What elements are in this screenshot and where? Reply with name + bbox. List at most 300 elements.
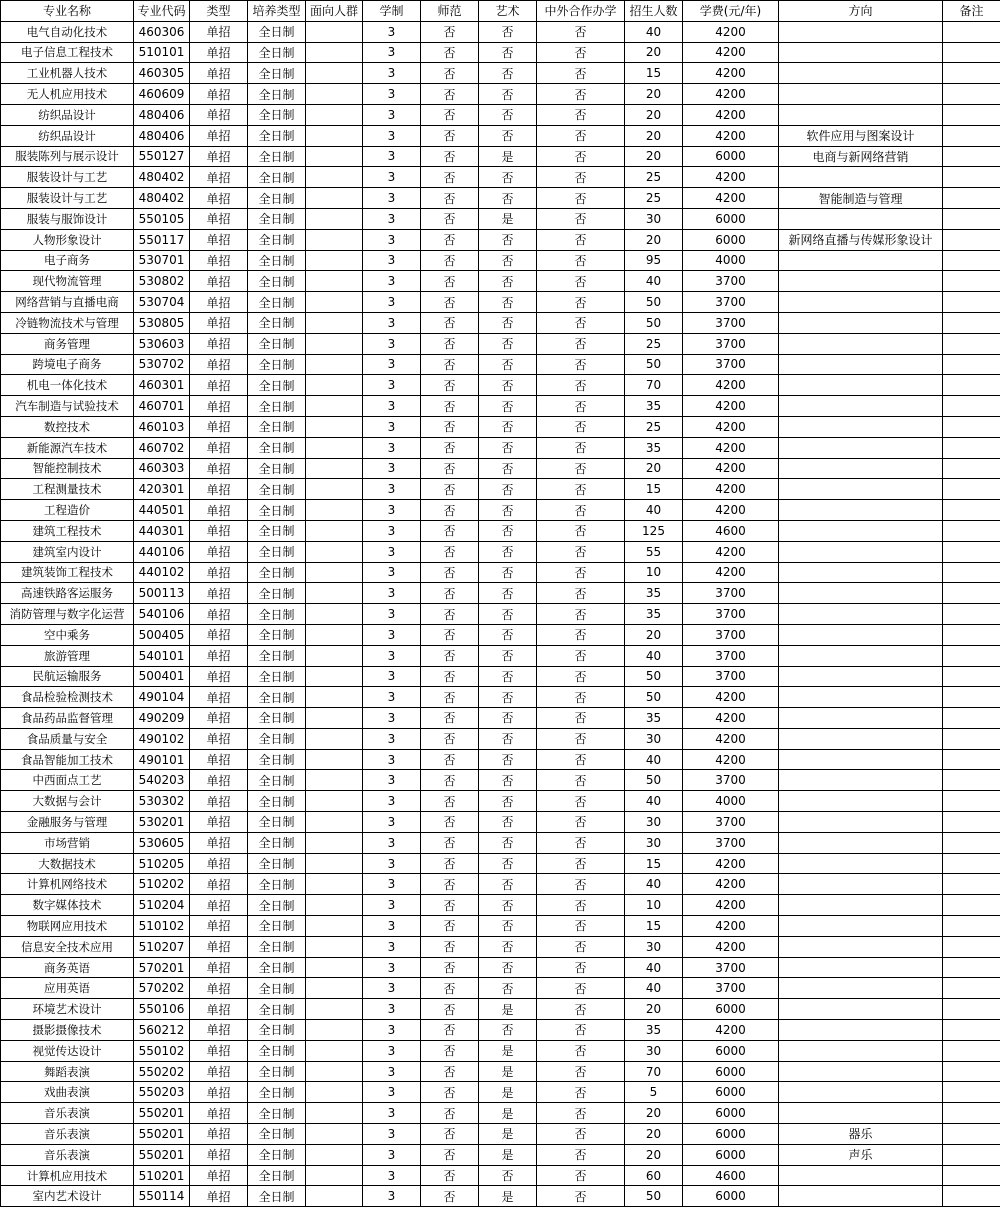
cell-target-group xyxy=(306,1186,363,1207)
cell-tuition: 6000 xyxy=(683,208,779,229)
cell-remarks xyxy=(943,312,1000,333)
cell-tuition: 4200 xyxy=(683,84,779,105)
cell-tuition: 4200 xyxy=(683,749,779,770)
cell-major-code: 530805 xyxy=(134,312,190,333)
cell-remarks xyxy=(943,749,1000,770)
table-row xyxy=(1,188,1000,209)
cell-duration: 3 xyxy=(363,333,421,354)
cell-type: 单招 xyxy=(190,1040,248,1061)
cell-major-code: 550114 xyxy=(134,1186,190,1207)
cell-major-name: 冷链物流技术与管理 xyxy=(1,312,134,333)
cell-teacher-training: 否 xyxy=(421,333,479,354)
cell-teacher-training: 否 xyxy=(421,271,479,292)
table-row xyxy=(1,520,1000,541)
cell-teacher-training: 否 xyxy=(421,396,479,417)
cell-type: 单招 xyxy=(190,999,248,1020)
cell-art: 否 xyxy=(479,333,537,354)
cell-target-group xyxy=(306,604,363,625)
cell-type: 单招 xyxy=(190,604,248,625)
cell-tuition: 4000 xyxy=(683,791,779,812)
cell-type: 单招 xyxy=(190,1124,248,1145)
cell-target-group xyxy=(306,728,363,749)
cell-sino-foreign: 否 xyxy=(537,125,625,146)
table-row xyxy=(1,42,1000,63)
cell-remarks xyxy=(943,479,1000,500)
cell-major-code: 570201 xyxy=(134,957,190,978)
cell-remarks xyxy=(943,167,1000,188)
cell-study-mode: 全日制 xyxy=(248,416,306,437)
cell-major-name: 音乐表演 xyxy=(1,1144,134,1165)
cell-direction xyxy=(779,832,943,853)
cell-sino-foreign: 否 xyxy=(537,312,625,333)
cell-tuition: 6000 xyxy=(683,229,779,250)
cell-target-group xyxy=(306,500,363,521)
cell-direction: 新网络直播与传媒形象设计 xyxy=(779,229,943,250)
column-header-duration: 学制 xyxy=(363,1,421,22)
cell-duration: 3 xyxy=(363,895,421,916)
table-row xyxy=(1,125,1000,146)
cell-enrollment: 25 xyxy=(625,167,683,188)
cell-tuition: 3700 xyxy=(683,832,779,853)
cell-major-name: 食品质量与安全 xyxy=(1,728,134,749)
table-row xyxy=(1,708,1000,729)
cell-art: 否 xyxy=(479,458,537,479)
cell-major-name: 跨境电子商务 xyxy=(1,354,134,375)
cell-tuition: 6000 xyxy=(683,146,779,167)
table-row xyxy=(1,500,1000,521)
cell-sino-foreign: 否 xyxy=(537,624,625,645)
cell-study-mode: 全日制 xyxy=(248,895,306,916)
cell-study-mode: 全日制 xyxy=(248,1165,306,1186)
cell-major-code: 490209 xyxy=(134,708,190,729)
cell-direction xyxy=(779,500,943,521)
table-row xyxy=(1,874,1000,895)
column-header-remarks: 备注 xyxy=(943,1,1000,22)
cell-enrollment: 15 xyxy=(625,916,683,937)
cell-type: 单招 xyxy=(190,770,248,791)
cell-major-code: 530201 xyxy=(134,812,190,833)
cell-direction xyxy=(779,812,943,833)
cell-major-name: 服装陈列与展示设计 xyxy=(1,146,134,167)
cell-target-group xyxy=(306,188,363,209)
cell-major-code: 540101 xyxy=(134,645,190,666)
cell-sino-foreign: 否 xyxy=(537,1124,625,1145)
cell-target-group xyxy=(306,1082,363,1103)
cell-sino-foreign: 否 xyxy=(537,479,625,500)
cell-duration: 3 xyxy=(363,624,421,645)
cell-direction xyxy=(779,853,943,874)
cell-enrollment: 35 xyxy=(625,437,683,458)
cell-teacher-training: 否 xyxy=(421,520,479,541)
cell-remarks xyxy=(943,520,1000,541)
cell-direction xyxy=(779,936,943,957)
cell-study-mode: 全日制 xyxy=(248,167,306,188)
cell-study-mode: 全日制 xyxy=(248,791,306,812)
cell-enrollment: 35 xyxy=(625,1020,683,1041)
cell-duration: 3 xyxy=(363,1144,421,1165)
cell-study-mode: 全日制 xyxy=(248,978,306,999)
cell-type: 单招 xyxy=(190,312,248,333)
cell-study-mode: 全日制 xyxy=(248,853,306,874)
cell-art: 否 xyxy=(479,396,537,417)
cell-target-group xyxy=(306,125,363,146)
cell-duration: 3 xyxy=(363,853,421,874)
cell-major-name: 舞蹈表演 xyxy=(1,1061,134,1082)
cell-enrollment: 20 xyxy=(625,624,683,645)
cell-enrollment: 30 xyxy=(625,936,683,957)
cell-art: 否 xyxy=(479,520,537,541)
cell-major-name: 戏曲表演 xyxy=(1,1082,134,1103)
cell-sino-foreign: 否 xyxy=(537,728,625,749)
cell-direction xyxy=(779,208,943,229)
cell-enrollment: 20 xyxy=(625,84,683,105)
cell-major-name: 空中乘务 xyxy=(1,624,134,645)
cell-study-mode: 全日制 xyxy=(248,520,306,541)
cell-tuition: 6000 xyxy=(683,999,779,1020)
table-row xyxy=(1,770,1000,791)
table-row xyxy=(1,853,1000,874)
cell-remarks xyxy=(943,208,1000,229)
cell-type: 单招 xyxy=(190,957,248,978)
cell-remarks xyxy=(943,645,1000,666)
cell-teacher-training: 否 xyxy=(421,125,479,146)
cell-study-mode: 全日制 xyxy=(248,916,306,937)
cell-remarks xyxy=(943,1124,1000,1145)
cell-major-name: 食品智能加工技术 xyxy=(1,749,134,770)
cell-target-group xyxy=(306,624,363,645)
cell-remarks xyxy=(943,999,1000,1020)
cell-tuition: 4200 xyxy=(683,541,779,562)
cell-type: 单招 xyxy=(190,271,248,292)
cell-duration: 3 xyxy=(363,541,421,562)
cell-tuition: 4200 xyxy=(683,167,779,188)
cell-teacher-training: 否 xyxy=(421,812,479,833)
cell-study-mode: 全日制 xyxy=(248,125,306,146)
cell-type: 单招 xyxy=(190,1103,248,1124)
cell-remarks xyxy=(943,1020,1000,1041)
table-row xyxy=(1,916,1000,937)
cell-teacher-training: 否 xyxy=(421,874,479,895)
cell-teacher-training: 否 xyxy=(421,957,479,978)
cell-major-name: 电子商务 xyxy=(1,250,134,271)
cell-tuition: 4200 xyxy=(683,416,779,437)
cell-teacher-training: 否 xyxy=(421,1103,479,1124)
cell-major-name: 食品药品监督管理 xyxy=(1,708,134,729)
cell-enrollment: 15 xyxy=(625,853,683,874)
cell-major-code: 550201 xyxy=(134,1103,190,1124)
cell-major-code: 510204 xyxy=(134,895,190,916)
cell-tuition: 4200 xyxy=(683,728,779,749)
cell-direction xyxy=(779,1020,943,1041)
cell-sino-foreign: 否 xyxy=(537,541,625,562)
cell-sino-foreign: 否 xyxy=(537,104,625,125)
cell-major-code: 550117 xyxy=(134,229,190,250)
table-row xyxy=(1,666,1000,687)
table-row xyxy=(1,458,1000,479)
cell-duration: 3 xyxy=(363,354,421,375)
cell-tuition: 4200 xyxy=(683,1020,779,1041)
cell-direction xyxy=(779,84,943,105)
cell-sino-foreign: 否 xyxy=(537,1061,625,1082)
table-row xyxy=(1,104,1000,125)
column-header-major-name: 专业名称 xyxy=(1,1,134,22)
cell-remarks xyxy=(943,292,1000,313)
cell-direction xyxy=(779,479,943,500)
cell-direction xyxy=(779,1040,943,1061)
cell-art: 否 xyxy=(479,21,537,42)
cell-teacher-training: 否 xyxy=(421,1061,479,1082)
cell-art: 否 xyxy=(479,292,537,313)
cell-sino-foreign: 否 xyxy=(537,708,625,729)
cell-direction xyxy=(779,728,943,749)
table-row xyxy=(1,791,1000,812)
cell-study-mode: 全日制 xyxy=(248,1082,306,1103)
cell-direction xyxy=(779,604,943,625)
cell-sino-foreign: 否 xyxy=(537,146,625,167)
cell-major-code: 530704 xyxy=(134,292,190,313)
cell-teacher-training: 否 xyxy=(421,708,479,729)
cell-direction xyxy=(779,520,943,541)
cell-target-group xyxy=(306,84,363,105)
cell-study-mode: 全日制 xyxy=(248,375,306,396)
cell-study-mode: 全日制 xyxy=(248,21,306,42)
cell-duration: 3 xyxy=(363,770,421,791)
cell-duration: 3 xyxy=(363,1020,421,1041)
cell-enrollment: 20 xyxy=(625,146,683,167)
cell-duration: 3 xyxy=(363,832,421,853)
cell-type: 单招 xyxy=(190,978,248,999)
cell-duration: 3 xyxy=(363,84,421,105)
cell-type: 单招 xyxy=(190,250,248,271)
cell-teacher-training: 否 xyxy=(421,1020,479,1041)
cell-art: 否 xyxy=(479,437,537,458)
cell-major-name: 电子信息工程技术 xyxy=(1,42,134,63)
table-row xyxy=(1,146,1000,167)
cell-tuition: 4200 xyxy=(683,104,779,125)
cell-study-mode: 全日制 xyxy=(248,541,306,562)
cell-enrollment: 30 xyxy=(625,208,683,229)
cell-direction xyxy=(779,312,943,333)
cell-remarks xyxy=(943,562,1000,583)
table-row xyxy=(1,292,1000,313)
cell-tuition: 4200 xyxy=(683,188,779,209)
cell-remarks xyxy=(943,895,1000,916)
cell-tuition: 4200 xyxy=(683,687,779,708)
cell-duration: 3 xyxy=(363,375,421,396)
cell-study-mode: 全日制 xyxy=(248,708,306,729)
cell-enrollment: 125 xyxy=(625,520,683,541)
cell-enrollment: 20 xyxy=(625,1103,683,1124)
cell-sino-foreign: 否 xyxy=(537,416,625,437)
cell-target-group xyxy=(306,562,363,583)
cell-art: 是 xyxy=(479,208,537,229)
cell-art: 否 xyxy=(479,604,537,625)
cell-major-code: 510202 xyxy=(134,874,190,895)
cell-major-code: 500405 xyxy=(134,624,190,645)
table-row xyxy=(1,1165,1000,1186)
cell-tuition: 6000 xyxy=(683,1144,779,1165)
cell-major-name: 网络营销与直播电商 xyxy=(1,292,134,313)
cell-tuition: 3700 xyxy=(683,645,779,666)
table-row xyxy=(1,1124,1000,1145)
cell-art: 否 xyxy=(479,916,537,937)
cell-duration: 3 xyxy=(363,999,421,1020)
cell-sino-foreign: 否 xyxy=(537,208,625,229)
cell-type: 单招 xyxy=(190,1144,248,1165)
cell-direction: 器乐 xyxy=(779,1124,943,1145)
cell-direction: 软件应用与图案设计 xyxy=(779,125,943,146)
cell-study-mode: 全日制 xyxy=(248,999,306,1020)
cell-remarks xyxy=(943,1144,1000,1165)
cell-duration: 3 xyxy=(363,645,421,666)
table-row xyxy=(1,562,1000,583)
cell-type: 单招 xyxy=(190,853,248,874)
cell-target-group xyxy=(306,146,363,167)
cell-duration: 3 xyxy=(363,479,421,500)
cell-remarks xyxy=(943,104,1000,125)
cell-direction xyxy=(779,250,943,271)
cell-direction xyxy=(779,416,943,437)
cell-tuition: 4200 xyxy=(683,853,779,874)
cell-study-mode: 全日制 xyxy=(248,687,306,708)
cell-sino-foreign: 否 xyxy=(537,562,625,583)
cell-art: 否 xyxy=(479,666,537,687)
cell-enrollment: 50 xyxy=(625,312,683,333)
cell-sino-foreign: 否 xyxy=(537,583,625,604)
cell-major-name: 数字媒体技术 xyxy=(1,895,134,916)
cell-study-mode: 全日制 xyxy=(248,666,306,687)
cell-major-name: 商务英语 xyxy=(1,957,134,978)
cell-tuition: 4600 xyxy=(683,1165,779,1186)
cell-type: 单招 xyxy=(190,229,248,250)
cell-tuition: 3700 xyxy=(683,271,779,292)
cell-remarks xyxy=(943,708,1000,729)
cell-remarks xyxy=(943,437,1000,458)
cell-enrollment: 40 xyxy=(625,791,683,812)
cell-art: 是 xyxy=(479,1061,537,1082)
cell-duration: 3 xyxy=(363,416,421,437)
table-row xyxy=(1,63,1000,84)
cell-major-name: 工业机器人技术 xyxy=(1,63,134,84)
cell-enrollment: 25 xyxy=(625,188,683,209)
cell-remarks xyxy=(943,333,1000,354)
cell-tuition: 6000 xyxy=(683,1103,779,1124)
cell-tuition: 6000 xyxy=(683,1040,779,1061)
cell-direction xyxy=(779,375,943,396)
cell-duration: 3 xyxy=(363,208,421,229)
table-row xyxy=(1,957,1000,978)
cell-teacher-training: 否 xyxy=(421,770,479,791)
cell-teacher-training: 否 xyxy=(421,1186,479,1207)
cell-art: 否 xyxy=(479,624,537,645)
cell-major-code: 480406 xyxy=(134,125,190,146)
cell-sino-foreign: 否 xyxy=(537,42,625,63)
cell-type: 单招 xyxy=(190,624,248,645)
cell-major-code: 550203 xyxy=(134,1082,190,1103)
cell-sino-foreign: 否 xyxy=(537,1165,625,1186)
cell-art: 否 xyxy=(479,125,537,146)
cell-tuition: 4200 xyxy=(683,21,779,42)
cell-sino-foreign: 否 xyxy=(537,978,625,999)
cell-enrollment: 70 xyxy=(625,1061,683,1082)
cell-teacher-training: 否 xyxy=(421,1165,479,1186)
cell-direction xyxy=(779,1165,943,1186)
cell-duration: 3 xyxy=(363,1165,421,1186)
cell-major-code: 530802 xyxy=(134,271,190,292)
cell-tuition: 4200 xyxy=(683,125,779,146)
table-row xyxy=(1,749,1000,770)
cell-major-name: 环境艺术设计 xyxy=(1,999,134,1020)
cell-tuition: 6000 xyxy=(683,1082,779,1103)
cell-type: 单招 xyxy=(190,520,248,541)
cell-enrollment: 35 xyxy=(625,708,683,729)
cell-duration: 3 xyxy=(363,1124,421,1145)
cell-remarks xyxy=(943,1061,1000,1082)
cell-sino-foreign: 否 xyxy=(537,874,625,895)
table-body xyxy=(1,21,1000,1206)
table-row xyxy=(1,1103,1000,1124)
cell-target-group xyxy=(306,1040,363,1061)
column-header-study-mode: 培养类型 xyxy=(248,1,306,22)
cell-major-name: 高速铁路客运服务 xyxy=(1,583,134,604)
table-row xyxy=(1,812,1000,833)
cell-remarks xyxy=(943,125,1000,146)
cell-duration: 3 xyxy=(363,21,421,42)
cell-major-code: 460701 xyxy=(134,396,190,417)
cell-duration: 3 xyxy=(363,583,421,604)
table-row xyxy=(1,1186,1000,1207)
cell-duration: 3 xyxy=(363,42,421,63)
table-row xyxy=(1,84,1000,105)
cell-sino-foreign: 否 xyxy=(537,957,625,978)
cell-target-group xyxy=(306,312,363,333)
cell-type: 单招 xyxy=(190,500,248,521)
cell-major-name: 大数据与会计 xyxy=(1,791,134,812)
cell-duration: 3 xyxy=(363,957,421,978)
cell-type: 单招 xyxy=(190,812,248,833)
cell-type: 单招 xyxy=(190,791,248,812)
cell-direction xyxy=(779,1186,943,1207)
cell-direction xyxy=(779,104,943,125)
cell-direction xyxy=(779,1103,943,1124)
cell-direction xyxy=(779,895,943,916)
cell-study-mode: 全日制 xyxy=(248,312,306,333)
cell-major-code: 560212 xyxy=(134,1020,190,1041)
cell-major-name: 服装与服饰设计 xyxy=(1,208,134,229)
cell-study-mode: 全日制 xyxy=(248,832,306,853)
cell-enrollment: 50 xyxy=(625,666,683,687)
cell-type: 单招 xyxy=(190,749,248,770)
cell-type: 单招 xyxy=(190,728,248,749)
cell-major-code: 530702 xyxy=(134,354,190,375)
cell-duration: 3 xyxy=(363,104,421,125)
cell-sino-foreign: 否 xyxy=(537,770,625,791)
cell-direction xyxy=(779,666,943,687)
cell-remarks xyxy=(943,604,1000,625)
cell-art: 否 xyxy=(479,188,537,209)
cell-teacher-training: 否 xyxy=(421,1124,479,1145)
cell-tuition: 4200 xyxy=(683,895,779,916)
cell-type: 单招 xyxy=(190,562,248,583)
cell-teacher-training: 否 xyxy=(421,84,479,105)
cell-remarks xyxy=(943,832,1000,853)
cell-target-group xyxy=(306,583,363,604)
table-row xyxy=(1,1082,1000,1103)
table-row xyxy=(1,271,1000,292)
cell-art: 否 xyxy=(479,229,537,250)
cell-enrollment: 35 xyxy=(625,604,683,625)
cell-art: 否 xyxy=(479,1020,537,1041)
